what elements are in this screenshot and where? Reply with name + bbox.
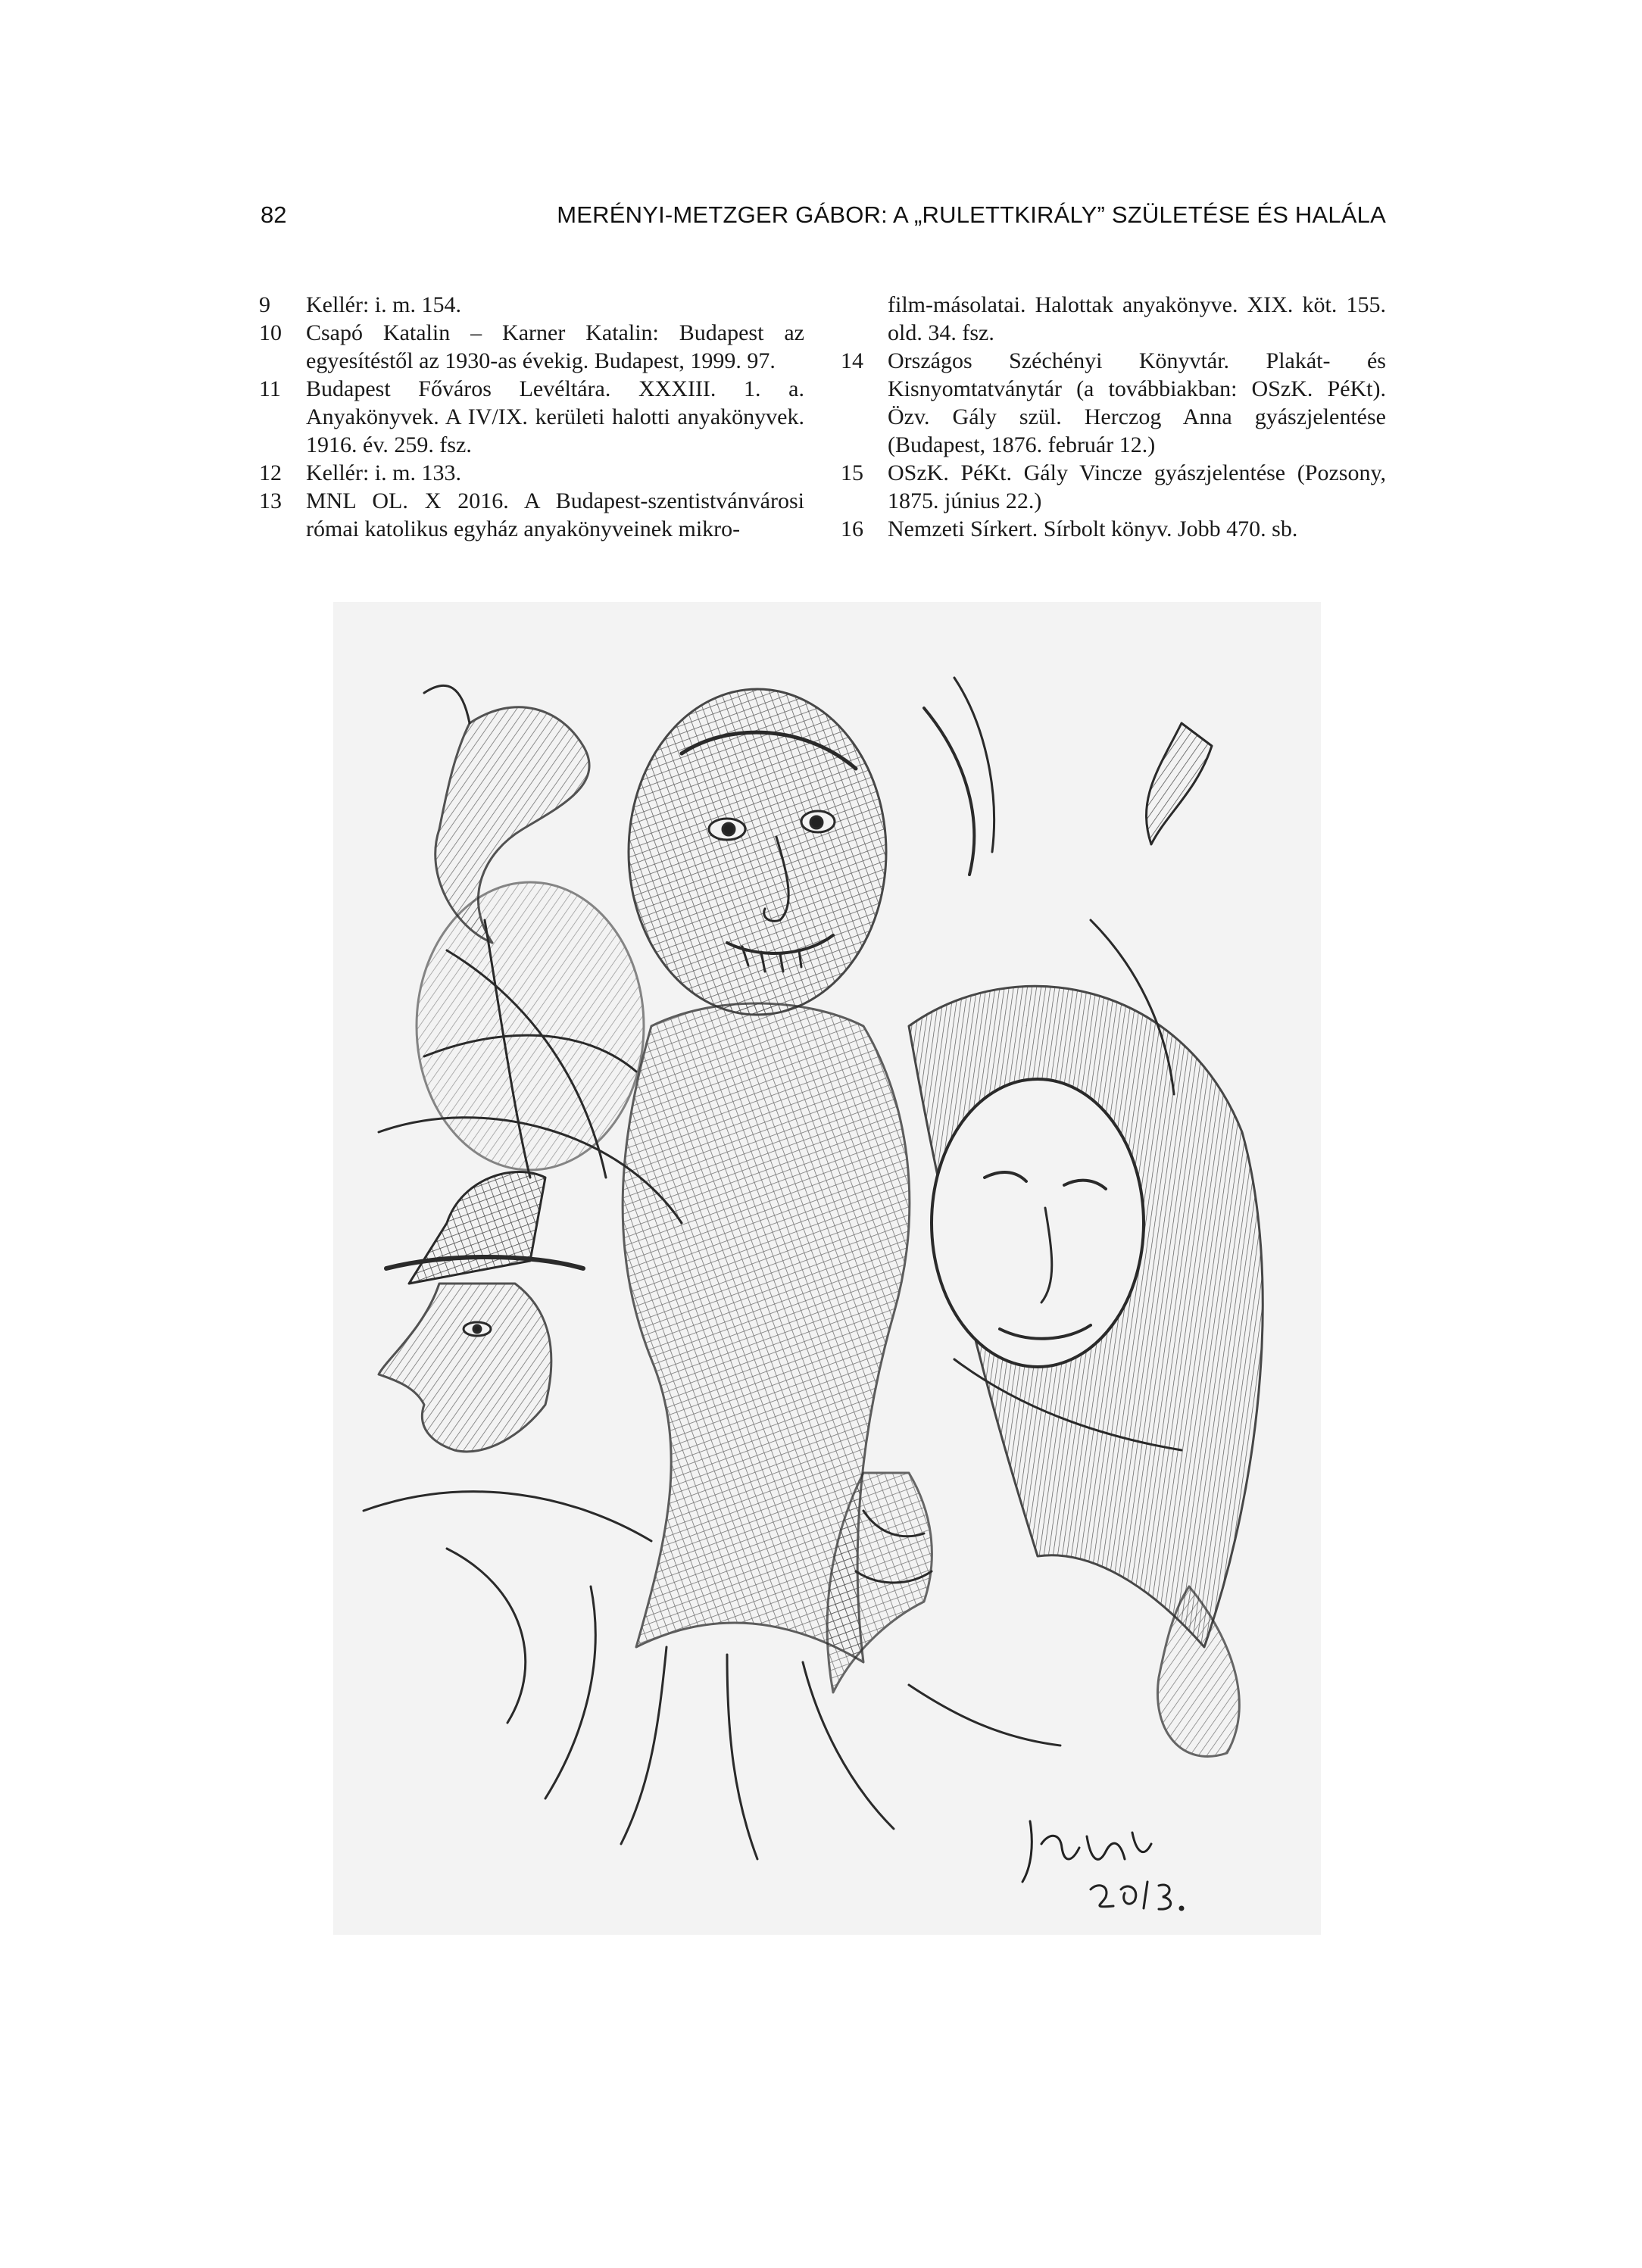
- running-title: MERÉNYI-METZGER GÁBOR: A „RULETTKIRÁLY” SZÜLETÉSE ÉS HALÁLA: [557, 201, 1386, 228]
- footnote: [259, 487, 804, 543]
- footnote-number: 15: [841, 460, 863, 485]
- woman-face: [932, 1079, 1144, 1367]
- footnote-number: 12: [259, 460, 282, 485]
- footnotes-left-column: [259, 291, 804, 543]
- pen-drawing: [333, 602, 1321, 1935]
- illustration: [333, 602, 1321, 1935]
- footnote-text: Csapó Katalin – Karner Katalin: Budapest az egyesítéstől az 1930-as évekig. Budapest, 1999. 97.: [306, 320, 804, 373]
- footnote-text: OSzK. PéKt. Gály Vincze gyászjelentése (Pozsony, 1875. június 22.): [888, 460, 1386, 513]
- footnote-text: Budapest Főváros Levéltára. XXXIII. 1. a. Anyakönyvek. A IV/IX. kerületi halotti anyakönyvek. 1916. év. 259. fsz.: [306, 376, 804, 457]
- footnote-text: film-másolatai. Halottak anyakönyve. XIX. köt. 155. old. 34. fsz.: [888, 292, 1386, 345]
- footnote: [841, 347, 1386, 459]
- footnote-continuation: [841, 291, 1386, 347]
- footnote: [259, 291, 804, 319]
- footnote-number: 13: [259, 488, 282, 513]
- central-mask-head: [629, 689, 886, 1015]
- footnote: [841, 515, 1386, 543]
- footnote-text: Kellér: i. m. 154.: [306, 292, 461, 317]
- footnote: [259, 319, 804, 375]
- page-number: 82: [261, 201, 287, 228]
- footnote-number: 11: [259, 376, 281, 401]
- footnote-number: 10: [259, 320, 282, 345]
- footnote-number: 14: [841, 348, 863, 373]
- spiral-sphere: [417, 882, 644, 1170]
- footnote-text: Kellér: i. m. 133.: [306, 460, 461, 485]
- footnote-text: Nemzeti Sírkert. Sírbolt könyv. Jobb 470. sb.: [888, 516, 1298, 541]
- footnote-text: Országos Széchényi Könyvtár. Plakát- és Kisnyomtatványtár (a továbbiakban: OSzK. PéKt). Özv. Gály szül. Herczog Anna gyászjelentése (Budapest, 1876. február 12.): [888, 348, 1386, 457]
- footnote: [841, 459, 1386, 515]
- footnote: [259, 459, 804, 487]
- footnote-number: 16: [841, 516, 863, 541]
- footnotes-right-column: [841, 291, 1386, 543]
- footnote: [259, 375, 804, 459]
- footnote-text: MNL OL. X 2016. A Budapest-szentistvánvárosi római katolikus egyház anyakönyveinek mikro-: [306, 488, 804, 541]
- footnote-number: 9: [259, 292, 270, 317]
